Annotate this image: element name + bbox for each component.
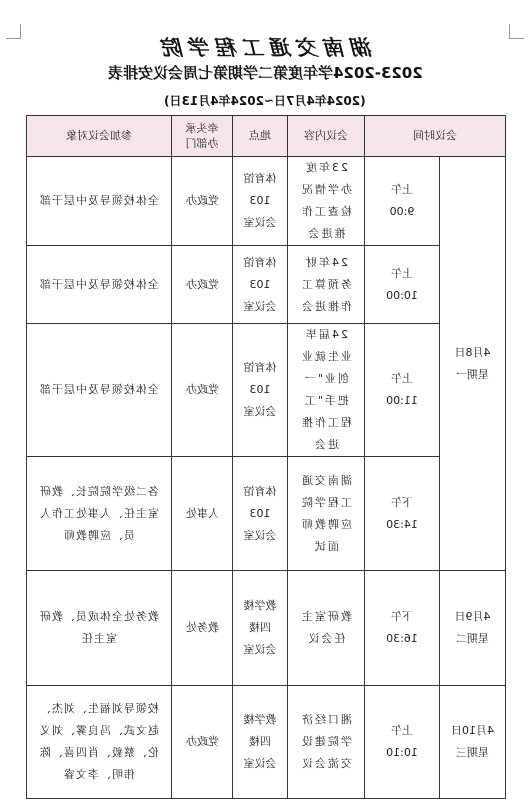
attendees-cell: 校领导刘福生、刘杰、赵文武、冯良雾、刘义伦、蔡毅、肖四喜、陈伟明、李文睿 [27,686,172,799]
location-cell: 体育馆 103 会议室 [233,324,288,457]
header-location: 地点 [233,116,288,157]
time-cell: 上午 11:00 [365,324,440,457]
table-row [27,571,506,686]
content-cell: 24年财务预算工作推进会 [288,246,365,324]
attendees-cell: 全体校领导及中层干部 [27,246,172,324]
table-header-row [27,116,506,157]
content-cell: 湘口经济学院建设交流会议 [288,686,365,799]
date-cell: 4月10日 星期三 [440,686,506,799]
meeting-schedule-table [26,115,506,799]
table-row [27,686,506,799]
date-cell: 4月9日 星期二 [440,571,506,686]
document-subtitle: (2024年4月7日~2024年4月13日) [164,94,366,108]
attendees-cell: 全体校领导及中层干部 [27,324,172,457]
header-time: 会议时间 [365,116,506,157]
table-row [27,457,506,571]
dept-cell: 党政办 [172,324,233,457]
table-row [27,246,506,324]
header-attendees: 参加会议对象 [27,116,172,157]
attendees-cell: 各二级学院院长、教研室主任、人事处工作人员、应聘教师 [27,457,172,571]
school-name: 湖南交通工程学院 [157,35,373,60]
dept-cell: 党政办 [172,246,233,324]
document-title: 2023-2024学年度第二学期第七周会议安排表 [107,64,423,82]
table-row [27,324,506,457]
location-cell: 教学楼 四楼 会议室 [233,686,288,799]
location-cell: 体育馆 103 会议室 [233,157,288,246]
content-cell: 23年度办学情况检查工作推进会 [288,157,365,246]
attendees-cell: 全体校领导及中层干部 [27,157,172,246]
table-row [27,157,506,246]
content-cell: 湖南交通工程学院应聘教师面试 [288,457,365,571]
date-cell: 4月8日 星期一 [440,157,506,571]
header-dept: 牵头承办部门 [172,116,233,157]
dept-cell: 人事处 [172,457,233,571]
time-cell: 上午 10:10 [365,686,440,799]
header-content: 会议内容 [288,116,365,157]
dept-cell: 党政办 [172,157,233,246]
time-cell: 下午 14:30 [365,457,440,571]
time-cell: 上午 10:00 [365,246,440,324]
time-cell: 下午 16:30 [365,571,440,686]
dept-cell: 党政办 [172,686,233,799]
content-cell: 教研室主任会议 [288,571,365,686]
content-cell: 24届毕业生就业创业"一把手"工程工作推进会 [288,324,365,457]
location-cell: 教学楼 四楼 会议室 [233,571,288,686]
dept-cell: 教务处 [172,571,233,686]
time-cell: 上午 9:00 [365,157,440,246]
location-cell: 体育馆 103 会议室 [233,457,288,571]
location-cell: 体育馆 103 会议室 [233,246,288,324]
attendees-cell: 教务处全体成员、教研室主任 [27,571,172,686]
